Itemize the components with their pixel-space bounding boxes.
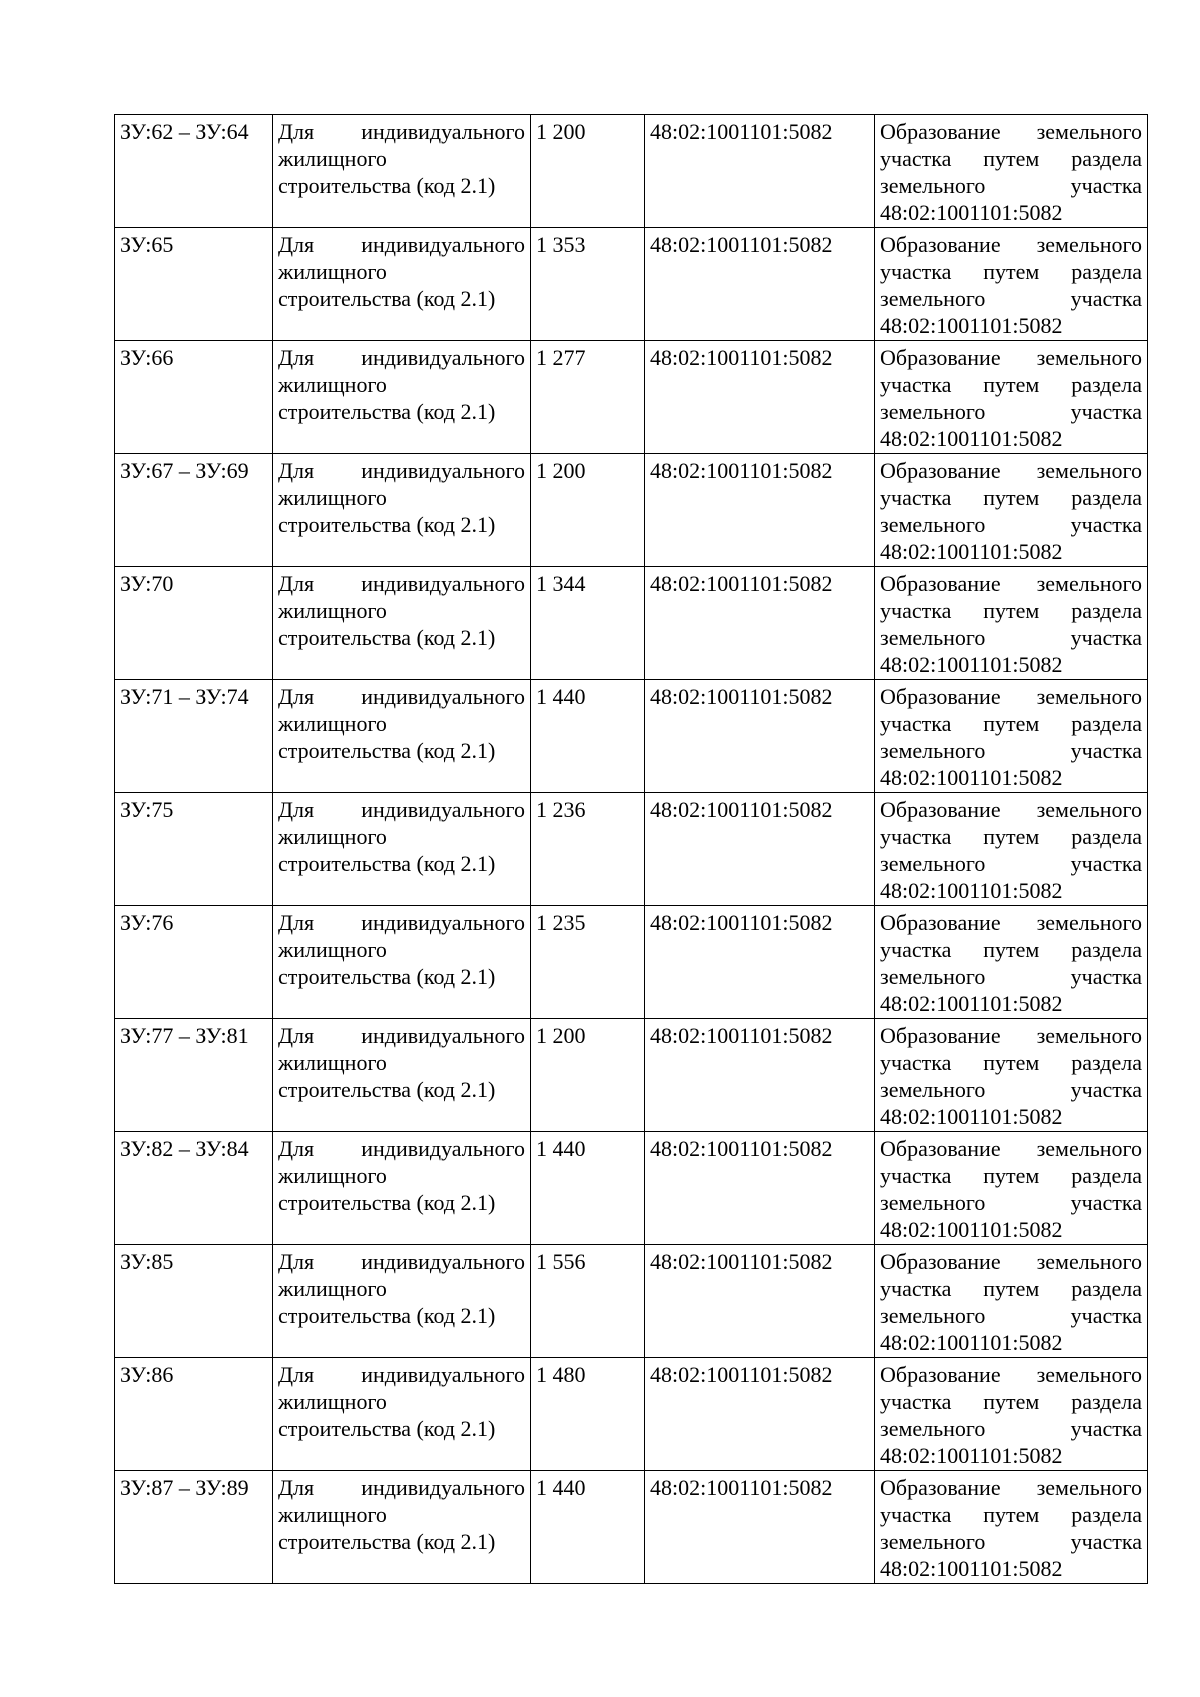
permitted-use-line-3: строительства (код 2.1) [278, 964, 496, 989]
formation-method-line-4: 48:02:1001101:5082 [880, 878, 1063, 903]
plot-id: ЗУ:70 [120, 571, 174, 596]
formation-method-cell [875, 1358, 1148, 1471]
plot-id: ЗУ:67 – ЗУ:69 [120, 458, 249, 483]
formation-method-line-1: Образование земельного [880, 1023, 1142, 1048]
plot-id: ЗУ:87 – ЗУ:89 [120, 1475, 249, 1500]
formation-method-line-2: участка путем раздела [880, 598, 1142, 623]
area-cell [531, 228, 645, 341]
formation-method-line-1: Образование земельного [880, 345, 1142, 370]
permitted-use-line-2: жилищного [278, 711, 387, 736]
cadastral-number-cell [645, 115, 875, 228]
formation-method-line-2: участка путем раздела [880, 259, 1142, 284]
formation-method-line-3: земельного участка [880, 399, 1142, 424]
permitted-use-line-3: строительства (код 2.1) [278, 173, 496, 198]
cadastral-number-cell [645, 341, 875, 454]
cadastral-number-cell [645, 228, 875, 341]
permitted-use-line-2: жилищного [278, 485, 387, 510]
formation-method-line-1: Образование земельного [880, 1475, 1142, 1500]
formation-method-line-4: 48:02:1001101:5082 [880, 1556, 1063, 1581]
formation-method-cell [875, 1471, 1148, 1584]
permitted-use-line-2: жилищного [278, 937, 387, 962]
cadastral-number: 48:02:1001101:5082 [650, 1023, 833, 1048]
permitted-use-line-3: строительства (код 2.1) [278, 512, 496, 537]
plot-id-cell [115, 906, 273, 1019]
permitted-use-line-3: строительства (код 2.1) [278, 625, 496, 650]
area-cell [531, 680, 645, 793]
cadastral-number-cell [645, 1132, 875, 1245]
table-row [115, 1019, 1148, 1132]
area-cell [531, 793, 645, 906]
cadastral-number-cell [645, 793, 875, 906]
area-cell [531, 341, 645, 454]
cadastral-number-cell [645, 680, 875, 793]
area-value: 1 200 [536, 458, 586, 483]
area-value: 1 236 [536, 797, 586, 822]
area-cell [531, 1245, 645, 1358]
permitted-use-cell [273, 1245, 531, 1358]
permitted-use-cell [273, 680, 531, 793]
formation-method-line-2: участка путем раздела [880, 1163, 1142, 1188]
formation-method-line-4: 48:02:1001101:5082 [880, 200, 1063, 225]
area-cell [531, 906, 645, 1019]
formation-method-line-2: участка путем раздела [880, 711, 1142, 736]
permitted-use-line-2: жилищного [278, 146, 387, 171]
cadastral-number: 48:02:1001101:5082 [650, 1249, 833, 1274]
formation-method-cell [875, 567, 1148, 680]
formation-method-line-4: 48:02:1001101:5082 [880, 765, 1063, 790]
permitted-use-line-2: жилищного [278, 1050, 387, 1075]
area-value: 1 277 [536, 345, 586, 370]
permitted-use-line-3: строительства (код 2.1) [278, 1416, 496, 1441]
formation-method-line-4: 48:02:1001101:5082 [880, 991, 1063, 1016]
permitted-use-line-1: Для индивидуального [278, 910, 525, 935]
cadastral-number-cell [645, 1471, 875, 1584]
permitted-use-line-3: строительства (код 2.1) [278, 738, 496, 763]
cadastral-number-cell [645, 1358, 875, 1471]
plot-id-cell [115, 454, 273, 567]
permitted-use-line-2: жилищного [278, 259, 387, 284]
formation-method-line-4: 48:02:1001101:5082 [880, 426, 1063, 451]
permitted-use-line-1: Для индивидуального [278, 797, 525, 822]
area-value: 1 200 [536, 119, 586, 144]
formation-method-line-1: Образование земельного [880, 458, 1142, 483]
formation-method-line-3: земельного участка [880, 1190, 1142, 1215]
plot-id: ЗУ:86 [120, 1362, 174, 1387]
permitted-use-line-3: строительства (код 2.1) [278, 1190, 496, 1215]
table-row [115, 115, 1148, 228]
formation-method-line-2: участка путем раздела [880, 1276, 1142, 1301]
formation-method-line-1: Образование земельного [880, 232, 1142, 257]
formation-method-cell [875, 1132, 1148, 1245]
area-value: 1 480 [536, 1362, 586, 1387]
formation-method-line-3: земельного участка [880, 625, 1142, 650]
formation-method-cell [875, 680, 1148, 793]
permitted-use-cell [273, 1471, 531, 1584]
permitted-use-cell [273, 906, 531, 1019]
permitted-use-cell [273, 793, 531, 906]
permitted-use-line-2: жилищного [278, 1276, 387, 1301]
permitted-use-cell [273, 567, 531, 680]
plot-id: ЗУ:71 – ЗУ:74 [120, 684, 249, 709]
formation-method-line-3: земельного участка [880, 286, 1142, 311]
formation-method-line-3: земельного участка [880, 1529, 1142, 1554]
area-value: 1 440 [536, 1475, 586, 1500]
cadastral-number: 48:02:1001101:5082 [650, 571, 833, 596]
area-value: 1 556 [536, 1249, 586, 1274]
formation-method-line-1: Образование земельного [880, 1362, 1142, 1387]
permitted-use-line-1: Для индивидуального [278, 1362, 525, 1387]
permitted-use-line-1: Для индивидуального [278, 119, 525, 144]
permitted-use-line-2: жилищного [278, 824, 387, 849]
permitted-use-line-1: Для индивидуального [278, 684, 525, 709]
formation-method-line-4: 48:02:1001101:5082 [880, 313, 1063, 338]
area-value: 1 440 [536, 684, 586, 709]
formation-method-line-3: земельного участка [880, 173, 1142, 198]
table-row [115, 906, 1148, 1019]
formation-method-line-4: 48:02:1001101:5082 [880, 1330, 1063, 1355]
formation-method-line-4: 48:02:1001101:5082 [880, 1104, 1063, 1129]
formation-method-line-2: участка путем раздела [880, 485, 1142, 510]
table-row [115, 341, 1148, 454]
formation-method-line-3: земельного участка [880, 1303, 1142, 1328]
formation-method-line-3: земельного участка [880, 1416, 1142, 1441]
plot-id: ЗУ:66 [120, 345, 174, 370]
area-value: 1 344 [536, 571, 586, 596]
formation-method-line-1: Образование земельного [880, 571, 1142, 596]
cadastral-number-cell [645, 1019, 875, 1132]
permitted-use-line-2: жилищного [278, 598, 387, 623]
permitted-use-line-1: Для индивидуального [278, 1136, 525, 1161]
cadastral-number-cell [645, 454, 875, 567]
cadastral-number: 48:02:1001101:5082 [650, 797, 833, 822]
cadastral-number: 48:02:1001101:5082 [650, 1136, 833, 1161]
cadastral-number: 48:02:1001101:5082 [650, 458, 833, 483]
cadastral-number: 48:02:1001101:5082 [650, 684, 833, 709]
cadastral-number: 48:02:1001101:5082 [650, 1475, 833, 1500]
formation-method-line-3: земельного участка [880, 738, 1142, 763]
permitted-use-line-1: Для индивидуального [278, 571, 525, 596]
formation-method-cell [875, 228, 1148, 341]
permitted-use-line-3: строительства (код 2.1) [278, 851, 496, 876]
plot-id-cell [115, 1358, 273, 1471]
permitted-use-cell [273, 1358, 531, 1471]
plot-id-cell [115, 567, 273, 680]
permitted-use-line-1: Для индивидуального [278, 1475, 525, 1500]
plot-id-cell [115, 1245, 273, 1358]
permitted-use-line-1: Для индивидуального [278, 345, 525, 370]
permitted-use-cell [273, 1019, 531, 1132]
permitted-use-line-1: Для индивидуального [278, 1249, 525, 1274]
permitted-use-line-3: строительства (код 2.1) [278, 1529, 496, 1554]
area-cell [531, 567, 645, 680]
area-cell [531, 1471, 645, 1584]
plot-id: ЗУ:76 [120, 910, 174, 935]
table-row [115, 1132, 1148, 1245]
plot-id: ЗУ:62 – ЗУ:64 [120, 119, 249, 144]
permitted-use-line-2: жилищного [278, 372, 387, 397]
formation-method-line-3: земельного участка [880, 851, 1142, 876]
permitted-use-cell [273, 1132, 531, 1245]
permitted-use-line-3: строительства (код 2.1) [278, 1303, 496, 1328]
area-cell [531, 115, 645, 228]
cadastral-number-cell [645, 1245, 875, 1358]
permitted-use-line-1: Для индивидуального [278, 1023, 525, 1048]
area-value: 1 353 [536, 232, 586, 257]
table-row [115, 454, 1148, 567]
formation-method-line-3: земельного участка [880, 512, 1142, 537]
formation-method-cell [875, 793, 1148, 906]
table-row [115, 567, 1148, 680]
plot-id-cell [115, 1132, 273, 1245]
cadastral-number: 48:02:1001101:5082 [650, 910, 833, 935]
formation-method-line-4: 48:02:1001101:5082 [880, 1217, 1063, 1242]
cadastral-number-cell [645, 906, 875, 1019]
table-row [115, 1358, 1148, 1471]
cadastral-number: 48:02:1001101:5082 [650, 1362, 833, 1387]
area-cell [531, 1132, 645, 1245]
area-cell [531, 1358, 645, 1471]
formation-method-line-1: Образование земельного [880, 910, 1142, 935]
area-cell [531, 454, 645, 567]
formation-method-cell [875, 1245, 1148, 1358]
land-plots-table [114, 114, 1148, 1584]
area-cell [531, 1019, 645, 1132]
table-row [115, 1471, 1148, 1584]
permitted-use-line-2: жилищного [278, 1163, 387, 1188]
permitted-use-line-1: Для индивидуального [278, 232, 525, 257]
plot-id: ЗУ:65 [120, 232, 174, 257]
plot-id-cell [115, 1019, 273, 1132]
formation-method-line-1: Образование земельного [880, 684, 1142, 709]
plot-id-cell [115, 115, 273, 228]
permitted-use-cell [273, 228, 531, 341]
area-value: 1 440 [536, 1136, 586, 1161]
permitted-use-line-2: жилищного [278, 1389, 387, 1414]
plot-id-cell [115, 228, 273, 341]
permitted-use-line-3: строительства (код 2.1) [278, 399, 496, 424]
formation-method-line-2: участка путем раздела [880, 372, 1142, 397]
permitted-use-cell [273, 115, 531, 228]
cadastral-number: 48:02:1001101:5082 [650, 345, 833, 370]
permitted-use-line-1: Для индивидуального [278, 458, 525, 483]
plot-id: ЗУ:75 [120, 797, 174, 822]
cadastral-number: 48:02:1001101:5082 [650, 119, 833, 144]
permitted-use-line-2: жилищного [278, 1502, 387, 1527]
formation-method-line-4: 48:02:1001101:5082 [880, 539, 1063, 564]
formation-method-line-2: участка путем раздела [880, 824, 1142, 849]
formation-method-line-2: участка путем раздела [880, 937, 1142, 962]
permitted-use-line-3: строительства (код 2.1) [278, 1077, 496, 1102]
formation-method-line-4: 48:02:1001101:5082 [880, 652, 1063, 677]
table-body [115, 115, 1148, 1584]
cadastral-number: 48:02:1001101:5082 [650, 232, 833, 257]
plot-id: ЗУ:77 – ЗУ:81 [120, 1023, 249, 1048]
formation-method-cell [875, 1019, 1148, 1132]
area-value: 1 235 [536, 910, 586, 935]
table-row [115, 793, 1148, 906]
formation-method-line-3: земельного участка [880, 964, 1142, 989]
permitted-use-line-3: строительства (код 2.1) [278, 286, 496, 311]
formation-method-line-1: Образование земельного [880, 797, 1142, 822]
cadastral-number-cell [645, 567, 875, 680]
formation-method-cell [875, 454, 1148, 567]
formation-method-line-3: земельного участка [880, 1077, 1142, 1102]
formation-method-line-2: участка путем раздела [880, 1502, 1142, 1527]
formation-method-line-1: Образование земельного [880, 1249, 1142, 1274]
formation-method-cell [875, 115, 1148, 228]
plot-id-cell [115, 341, 273, 454]
plot-id: ЗУ:82 – ЗУ:84 [120, 1136, 249, 1161]
plot-id: ЗУ:85 [120, 1249, 174, 1274]
formation-method-line-4: 48:02:1001101:5082 [880, 1443, 1063, 1468]
area-value: 1 200 [536, 1023, 586, 1048]
plot-id-cell [115, 680, 273, 793]
formation-method-line-2: участка путем раздела [880, 1050, 1142, 1075]
plot-id-cell [115, 793, 273, 906]
formation-method-line-1: Образование земельного [880, 1136, 1142, 1161]
permitted-use-cell [273, 341, 531, 454]
formation-method-cell [875, 341, 1148, 454]
formation-method-cell [875, 906, 1148, 1019]
formation-method-line-2: участка путем раздела [880, 1389, 1142, 1414]
table-row [115, 228, 1148, 341]
formation-method-line-2: участка путем раздела [880, 146, 1142, 171]
plot-id-cell [115, 1471, 273, 1584]
table-row [115, 1245, 1148, 1358]
table-row [115, 680, 1148, 793]
formation-method-line-1: Образование земельного [880, 119, 1142, 144]
permitted-use-cell [273, 454, 531, 567]
